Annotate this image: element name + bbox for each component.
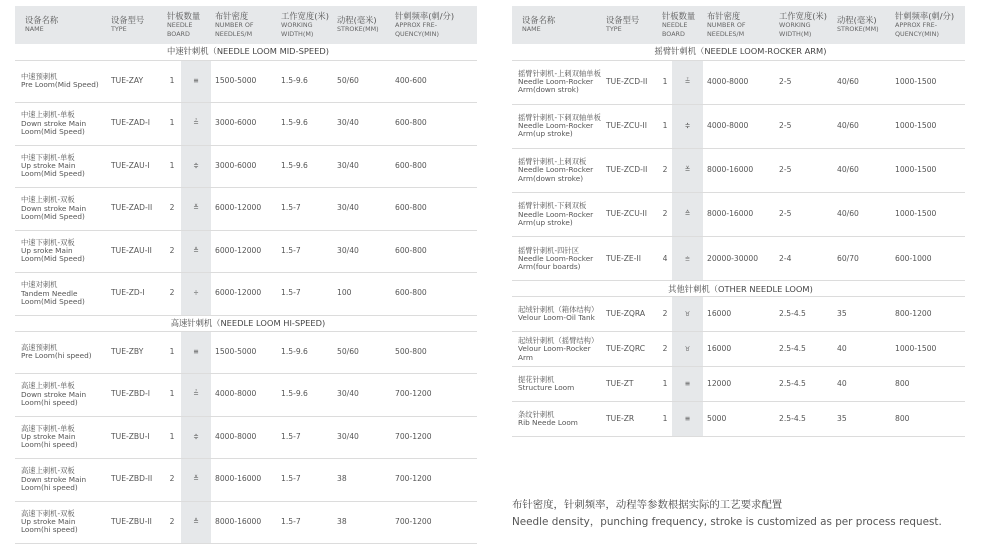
model-type: TUE-ZBD-I — [107, 374, 163, 417]
working-width: 1.5-7 — [277, 230, 333, 273]
machine-name-en: Tandem Needle Loom(Mid Speed) — [21, 288, 85, 306]
stroke: 30/40 — [333, 103, 391, 146]
working-width: 2.5-4.5 — [775, 332, 833, 367]
needle-density: 4000-8000 — [211, 416, 277, 459]
machine-name-en: Down stroke Main Loom(Mid Speed) — [21, 118, 87, 136]
working-width: 1.5-7 — [277, 273, 333, 316]
machine-name-en: Velour Loom-Rocker Arm — [518, 344, 591, 362]
section-title: 其他针刺机（OTHER NEEDLE LOOM) — [512, 281, 965, 297]
frequency: 500-800 — [391, 331, 477, 374]
machine-name-cn: 中速下刺机-单板 — [21, 152, 75, 162]
board-count: 1 — [163, 374, 181, 417]
board-diagram: ♉ — [672, 297, 703, 332]
frequency: 1000-1500 — [891, 193, 965, 237]
stroke: 60/70 — [833, 237, 891, 281]
header-type: 设备型号 TYPE — [602, 6, 658, 44]
table-row — [512, 297, 965, 332]
needle-density: 6000-12000 — [211, 273, 277, 316]
section-title: 中速针刺机（NEEDLE LOOM MID-SPEED) — [15, 44, 477, 60]
left-spec-table — [15, 6, 477, 544]
working-width: 2-5 — [775, 148, 833, 192]
machine-name — [15, 374, 107, 417]
table-row — [15, 188, 477, 231]
header-density: 布针密度 NUMBER OF NEEDLES/M — [211, 6, 277, 44]
header-type: 设备型号 TYPE — [107, 6, 163, 44]
frequency: 1000-1500 — [891, 104, 965, 148]
board-count: 4 — [658, 237, 672, 281]
table-row — [15, 501, 477, 544]
table-row — [512, 148, 965, 192]
machine-name-en: Structure Loom — [518, 383, 575, 393]
section-title-row — [15, 315, 477, 331]
table-row — [15, 331, 477, 374]
board-count: 1 — [163, 416, 181, 459]
machine-name — [15, 416, 107, 459]
machine-name-en: Rib Neede Loom — [518, 418, 578, 428]
model-type: TUE-ZD-I — [107, 273, 163, 316]
section-title: 高速针刺机（NEEDLE LOOM HI-SPEED) — [15, 315, 477, 331]
model-type: TUE-ZCU-II — [602, 193, 658, 237]
header-width: 工作宽度(米) WORKING WIDTH(M) — [277, 6, 333, 44]
machine-name — [15, 273, 107, 316]
machine-name-cn: 条纹针刺机 — [518, 410, 555, 420]
machine-name — [512, 237, 602, 281]
machine-name-en: Velour Loom-Oil Tank — [518, 313, 595, 323]
needle-density: 16000 — [703, 297, 775, 332]
machine-name-cn: 起绒针刺机（箱体结构） — [518, 305, 599, 315]
stroke: 30/40 — [333, 145, 391, 188]
section-title: 摇臂针刺机（NEEDLE LOOM-ROCKER ARM) — [512, 44, 965, 60]
machine-name — [15, 60, 107, 103]
working-width: 2-4 — [775, 237, 833, 281]
frequency: 1000-1500 — [891, 60, 965, 104]
stroke: 50/60 — [333, 331, 391, 374]
board-diagram: ≡ — [672, 367, 703, 402]
machine-name-en: Up stroke Main Loom(Mid Speed) — [21, 161, 85, 179]
header-name: 设备名称 NAME — [15, 6, 107, 44]
model-type: TUE-ZAD-II — [107, 188, 163, 231]
note-cn: 布针密度，针刺频率，动程等参数根据实际的工艺要求配置 — [512, 499, 783, 511]
model-type: TUE-ZAU-II — [107, 230, 163, 273]
right-spec-table — [512, 6, 965, 437]
frequency: 800 — [891, 367, 965, 402]
header-density: 布针密度 NUMBER OF NEEDLES/M — [703, 6, 775, 44]
header-stroke: 动程(毫米) STROKE(MM) — [333, 6, 391, 44]
machine-name-cn: 中速对刺机 — [21, 280, 58, 290]
frequency: 800 — [891, 402, 965, 437]
machine-name — [15, 331, 107, 374]
board-diagram: ⩧ — [672, 237, 703, 281]
table-row — [15, 145, 477, 188]
table-row — [512, 367, 965, 402]
note-en: Needle density，punching frequency, stroke is customized as per process request. — [512, 516, 942, 528]
table-row — [15, 60, 477, 103]
needle-density: 1500-5000 — [211, 60, 277, 103]
machine-name-cn: 中速预刺机 — [21, 72, 58, 82]
stroke: 40 — [833, 367, 891, 402]
model-type: TUE-ZR — [602, 402, 658, 437]
header-width: 工作宽度(米) WORKING WIDTH(M) — [775, 6, 833, 44]
machine-name-en: Needle Loom-Rocker Arm(up stroke) — [518, 121, 594, 139]
machine-name — [15, 501, 107, 544]
left-table-header — [15, 6, 477, 44]
needle-density: 3000-6000 — [211, 103, 277, 146]
needle-density: 4000-8000 — [703, 104, 775, 148]
needle-density: 4000-8000 — [703, 60, 775, 104]
needle-density: 1500-5000 — [211, 331, 277, 374]
working-width: 1.5-9.6 — [277, 374, 333, 417]
model-type: TUE-ZT — [602, 367, 658, 402]
machine-name-en: Down stroke Main Loom(hi speed) — [21, 389, 87, 407]
table-row — [15, 459, 477, 502]
frequency: 600-800 — [391, 273, 477, 316]
machine-name-en: Pre Loom(hi speed) — [21, 351, 92, 361]
frequency: 600-800 — [391, 230, 477, 273]
board-diagram: ≑ — [181, 145, 211, 188]
machine-name-cn: 摇臂针刺机-下刺双轴单板 — [518, 112, 601, 122]
board-diagram: ≟ — [181, 374, 211, 417]
needle-density: 6000-12000 — [211, 230, 277, 273]
model-type: TUE-ZAY — [107, 60, 163, 103]
machine-name-en: Up stroke Main Loom(hi speed) — [21, 517, 78, 535]
machine-name — [512, 297, 602, 332]
frequency: 700-1200 — [391, 374, 477, 417]
stroke: 100 — [333, 273, 391, 316]
machine-name-cn: 提花针刺机 — [518, 375, 555, 385]
board-diagram: ÷ — [181, 273, 211, 316]
model-type: TUE-ZBU-II — [107, 501, 163, 544]
board-count: 1 — [658, 60, 672, 104]
board-count: 2 — [163, 230, 181, 273]
board-count: 2 — [658, 193, 672, 237]
machine-name-cn: 高速上刺机-双板 — [21, 466, 75, 476]
frequency: 1000-1500 — [891, 332, 965, 367]
board-count: 1 — [163, 60, 181, 103]
model-type: TUE-ZBD-II — [107, 459, 163, 502]
board-diagram: ♉ — [672, 332, 703, 367]
stroke: 40/60 — [833, 60, 891, 104]
stroke: 40/60 — [833, 148, 891, 192]
frequency: 700-1200 — [391, 459, 477, 502]
table-row — [15, 230, 477, 273]
board-diagram: ≙ — [181, 501, 211, 544]
left-table-body — [15, 44, 477, 544]
needle-density: 6000-12000 — [211, 188, 277, 231]
needle-density: 3000-6000 — [211, 145, 277, 188]
board-diagram: ≡ — [181, 331, 211, 374]
table-row — [15, 273, 477, 316]
header-board: 针板数量 NEEDLE BOARD — [163, 6, 211, 44]
stroke: 40/60 — [833, 104, 891, 148]
stroke: 30/40 — [333, 374, 391, 417]
machine-name — [15, 230, 107, 273]
needle-density: 8000-16000 — [211, 459, 277, 502]
frequency: 600-800 — [391, 103, 477, 146]
working-width: 1.5-9.6 — [277, 331, 333, 374]
machine-name — [512, 148, 602, 192]
working-width: 1.5-7 — [277, 416, 333, 459]
machine-name — [15, 103, 107, 146]
machine-name — [512, 104, 602, 148]
machine-name-cn: 摇臂针刺机-上刺双轴单板 — [518, 68, 601, 78]
model-type: TUE-ZCD-II — [602, 60, 658, 104]
model-type: TUE-ZCD-II — [602, 148, 658, 192]
working-width: 2-5 — [775, 60, 833, 104]
table-row — [512, 402, 965, 437]
board-diagram: ≚ — [672, 148, 703, 192]
header-name: 设备名称 NAME — [512, 6, 602, 44]
table-row — [15, 103, 477, 146]
machine-name-en: Up stroke Main Loom(hi speed) — [21, 432, 78, 450]
table-row — [15, 374, 477, 417]
stroke: 40 — [833, 332, 891, 367]
working-width: 2-5 — [775, 193, 833, 237]
frequency: 600-800 — [391, 188, 477, 231]
header-frequency: 针刺频率(刺/分) APPROX FRE-QUENCY(MIN) — [891, 6, 965, 44]
machine-name — [15, 145, 107, 188]
board-diagram: ≡ — [672, 402, 703, 437]
model-type: TUE-ZAU-I — [107, 145, 163, 188]
frequency: 600-1000 — [891, 237, 965, 281]
machine-name-cn: 高速预刺机 — [21, 343, 58, 353]
frequency: 400-600 — [391, 60, 477, 103]
machine-name-en: Needle Loom-Rocker Arm(down strok) — [518, 76, 594, 95]
working-width: 2.5-4.5 — [775, 297, 833, 332]
board-count: 1 — [658, 367, 672, 402]
model-type: TUE-ZE-II — [602, 237, 658, 281]
stroke: 50/60 — [333, 60, 391, 103]
header-board: 针板数量 NEEDLE BOARD — [658, 6, 703, 44]
model-type: TUE-ZQRA — [602, 297, 658, 332]
machine-name-en: Needle Loom-Rocker Arm(down stroke) — [518, 165, 594, 183]
frequency: 800-1200 — [891, 297, 965, 332]
machine-name-en: Down stroke Main Loom(hi speed) — [21, 474, 87, 492]
board-diagram: ≙ — [181, 230, 211, 273]
frequency: 600-800 — [391, 145, 477, 188]
machine-name-cn: 高速下刺机-双板 — [21, 508, 75, 518]
machine-name — [512, 193, 602, 237]
machine-name — [512, 332, 602, 367]
machine-name-en: Needle Loom-Rocker Arm(up stroke) — [518, 209, 594, 227]
stroke: 35 — [833, 402, 891, 437]
stroke: 40/60 — [833, 193, 891, 237]
board-count: 2 — [163, 459, 181, 502]
working-width: 1.5-7 — [277, 459, 333, 502]
machine-name-en: Pre Loom(Mid Speed) — [21, 80, 99, 90]
needle-density: 20000-30000 — [703, 237, 775, 281]
machine-name — [15, 459, 107, 502]
board-count: 2 — [163, 188, 181, 231]
board-count: 2 — [163, 501, 181, 544]
section-title-row — [512, 44, 965, 60]
stroke: 38 — [333, 459, 391, 502]
stroke: 30/40 — [333, 416, 391, 459]
table-row — [512, 332, 965, 367]
working-width: 1.5-7 — [277, 501, 333, 544]
board-count: 2 — [163, 273, 181, 316]
section-title-row — [512, 281, 965, 297]
model-type: TUE-ZQRC — [602, 332, 658, 367]
machine-name-cn: 高速上刺机-单板 — [21, 381, 75, 391]
table-row — [15, 416, 477, 459]
working-width: 1.5-9.6 — [277, 145, 333, 188]
needle-density: 8000-16000 — [703, 193, 775, 237]
table-row — [512, 193, 965, 237]
needle-density: 4000-8000 — [211, 374, 277, 417]
board-diagram: ≡ — [181, 60, 211, 103]
table-row — [512, 237, 965, 281]
machine-name — [15, 188, 107, 231]
header-frequency: 针刺频率(刺/分) APPROX FRE-QUENCY(MIN) — [391, 6, 477, 44]
working-width: 2.5-4.5 — [775, 402, 833, 437]
working-width: 1.5-9.6 — [277, 103, 333, 146]
model-type: TUE-ZCU-II — [602, 104, 658, 148]
machine-name-cn: 摇臂针刺机-四针区 — [518, 245, 580, 255]
needle-density: 12000 — [703, 367, 775, 402]
board-count: 1 — [163, 331, 181, 374]
machine-name-en: Needle Loom-Rocker Arm(four boards) — [518, 253, 594, 271]
model-type: TUE-ZBU-I — [107, 416, 163, 459]
section-title-row — [15, 44, 477, 60]
working-width: 2-5 — [775, 104, 833, 148]
board-diagram: ≚ — [181, 188, 211, 231]
machine-name-cn: 高速下刺机-单板 — [21, 423, 75, 433]
machine-name — [512, 402, 602, 437]
model-type: TUE-ZBY — [107, 331, 163, 374]
needle-density: 8000-16000 — [703, 148, 775, 192]
stroke: 38 — [333, 501, 391, 544]
board-count: 1 — [163, 145, 181, 188]
machine-name-cn: 中速下刺机-双板 — [21, 237, 75, 247]
board-diagram: ≟ — [181, 103, 211, 146]
machine-name-en: Down stroke Main Loom(Mid Speed) — [21, 203, 87, 221]
customization-note — [512, 498, 982, 532]
board-diagram: ≟ — [672, 60, 703, 104]
table-row — [512, 104, 965, 148]
right-table-body — [512, 44, 965, 437]
board-diagram: ≑ — [181, 416, 211, 459]
working-width: 2.5-4.5 — [775, 367, 833, 402]
board-count: 1 — [658, 104, 672, 148]
needle-density: 8000-16000 — [211, 501, 277, 544]
machine-name-cn: 摇臂针刺机-下刺双板 — [518, 201, 587, 211]
frequency: 700-1200 — [391, 416, 477, 459]
header-stroke: 动程(毫米) STROKE(MM) — [833, 6, 891, 44]
board-diagram: ≙ — [672, 193, 703, 237]
board-count: 2 — [658, 332, 672, 367]
machine-name — [512, 60, 602, 104]
board-diagram: ≚ — [181, 459, 211, 502]
board-diagram: ≑ — [672, 104, 703, 148]
machine-name-cn: 摇臂针刺机-上刺双板 — [518, 157, 587, 167]
board-count: 1 — [163, 103, 181, 146]
frequency: 1000-1500 — [891, 148, 965, 192]
right-table-header — [512, 6, 965, 44]
stroke: 30/40 — [333, 230, 391, 273]
machine-name-en: Up sroke Main Loom(Mid Speed) — [21, 246, 85, 264]
model-type: TUE-ZAD-I — [107, 103, 163, 146]
board-count: 1 — [658, 402, 672, 437]
board-count: 2 — [658, 297, 672, 332]
machine-name-cn: 中速上刺机-单板 — [21, 110, 75, 120]
stroke: 30/40 — [333, 188, 391, 231]
frequency: 700-1200 — [391, 501, 477, 544]
machine-name-cn: 中速上刺机-双板 — [21, 195, 75, 205]
machine-name-cn: 起绒针刺机（摇臂结构） — [518, 336, 599, 346]
needle-density: 5000 — [703, 402, 775, 437]
needle-density: 16000 — [703, 332, 775, 367]
working-width: 1.5-9.6 — [277, 60, 333, 103]
working-width: 1.5-7 — [277, 188, 333, 231]
table-row — [512, 60, 965, 104]
stroke: 35 — [833, 297, 891, 332]
machine-name — [512, 367, 602, 402]
board-count: 2 — [658, 148, 672, 192]
